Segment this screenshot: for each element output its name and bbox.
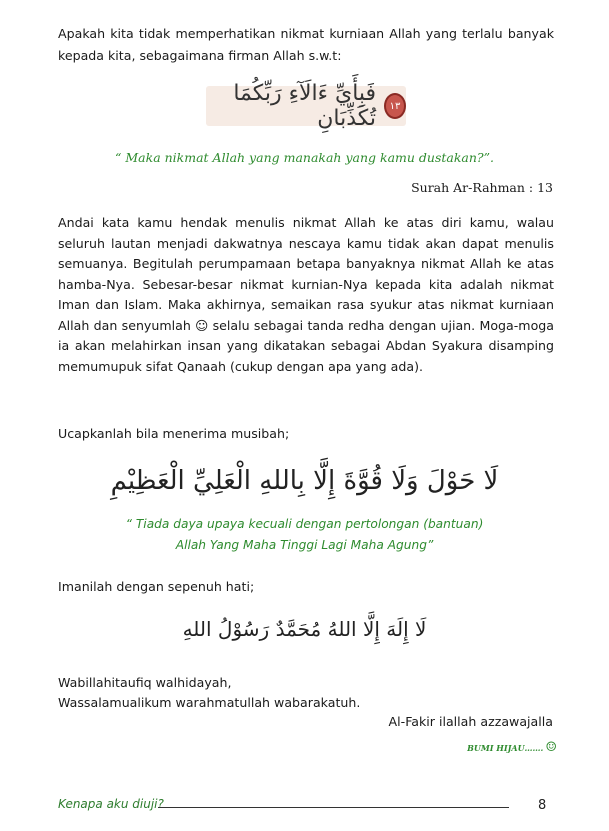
hauqalah-arabic: لَا حَوْلَ وَلَا قُوَّةَ إِلَّا بِاللهِ الْعَلِيِّ الْعَظِيْمِ <box>110 466 499 496</box>
footer-rule <box>158 807 509 808</box>
shahada-arabic: لَا إِلَهَ إِلَّا اللهُ مُحَمَّدٌ رَسُوْلُ اللهِ <box>182 617 427 641</box>
intro-text: Apakah kita tidak memperhatikan nikmat kurniaan Allah yang terlalu banyak kepada kita, sebagaimana firman Allah s.w.t: <box>58 26 554 63</box>
page-number: 8 <box>538 798 547 813</box>
bumi-hijau-signoff <box>467 740 557 755</box>
footer-title: Kenapa aku diuji? <box>58 797 164 811</box>
closing-line2: Wassalamualikum warahmatullah wabarakatuh. <box>58 695 361 710</box>
hauqalah-translation-line2: Allah Yang Maha Tinggi Lagi Maha Agung” <box>175 538 434 552</box>
ayah-number-badge: ١٣ <box>384 93 406 119</box>
smiley-icon: ☺ <box>545 740 557 755</box>
verse-reference: Surah Ar-Rahman : 13 <box>411 180 553 195</box>
iman-heading: Imanilah dengan sepenuh hati; <box>58 579 255 594</box>
signature: Al-Fakir ilallah azzawajalla <box>388 714 553 729</box>
hauqalah-translation-line1: “ Tiada daya upaya kecuali dengan pertolongan (bantuan) <box>125 517 484 531</box>
body-paragraph <box>58 213 554 377</box>
quran-verse-image <box>206 81 406 131</box>
closing-line1: Wabillahitaufiq walhidayah, <box>58 675 232 690</box>
bumi-hijau-label: BUMI HIJAU……. <box>467 742 544 753</box>
musibah-heading: Ucapkanlah bila menerima musibah; <box>58 426 290 441</box>
verse-arabic: فَبِأَيِّ ءَالَآءِ رَبِّكُمَا تُكَذِّبَانِ <box>233 81 377 131</box>
verse-translation: “ Maka nikmat Allah yang manakah yang kamu dustakan?”. <box>115 150 494 165</box>
intro-paragraph <box>58 23 554 67</box>
body-text: Andai kata kamu hendak menulis nikmat Allah ke atas diri kamu, walau seluruh lautan menjadi dakwatnya nescaya kamu tidak akan dapat menulis semuanya. Begitulah perumpamaan betapa banyaknya nikmat Allah ke atas hamba-Nya. Sebesar-besar nikmat kurnian-Nya kepada kita adalah nikmat Iman dan Islam. Maka akhirnya, semaikan rasa syukur atas nikmat kurniaan Allah dan senyumlah ☺ selalu sebagai tanda redha dengan ujian. Moga-moga ia akan melahirkan insan yang dikatakan sebagai Abdan Syakura disamping memumupuk sifat Qanaah (cukup dengan apa yang ada). <box>58 215 554 374</box>
